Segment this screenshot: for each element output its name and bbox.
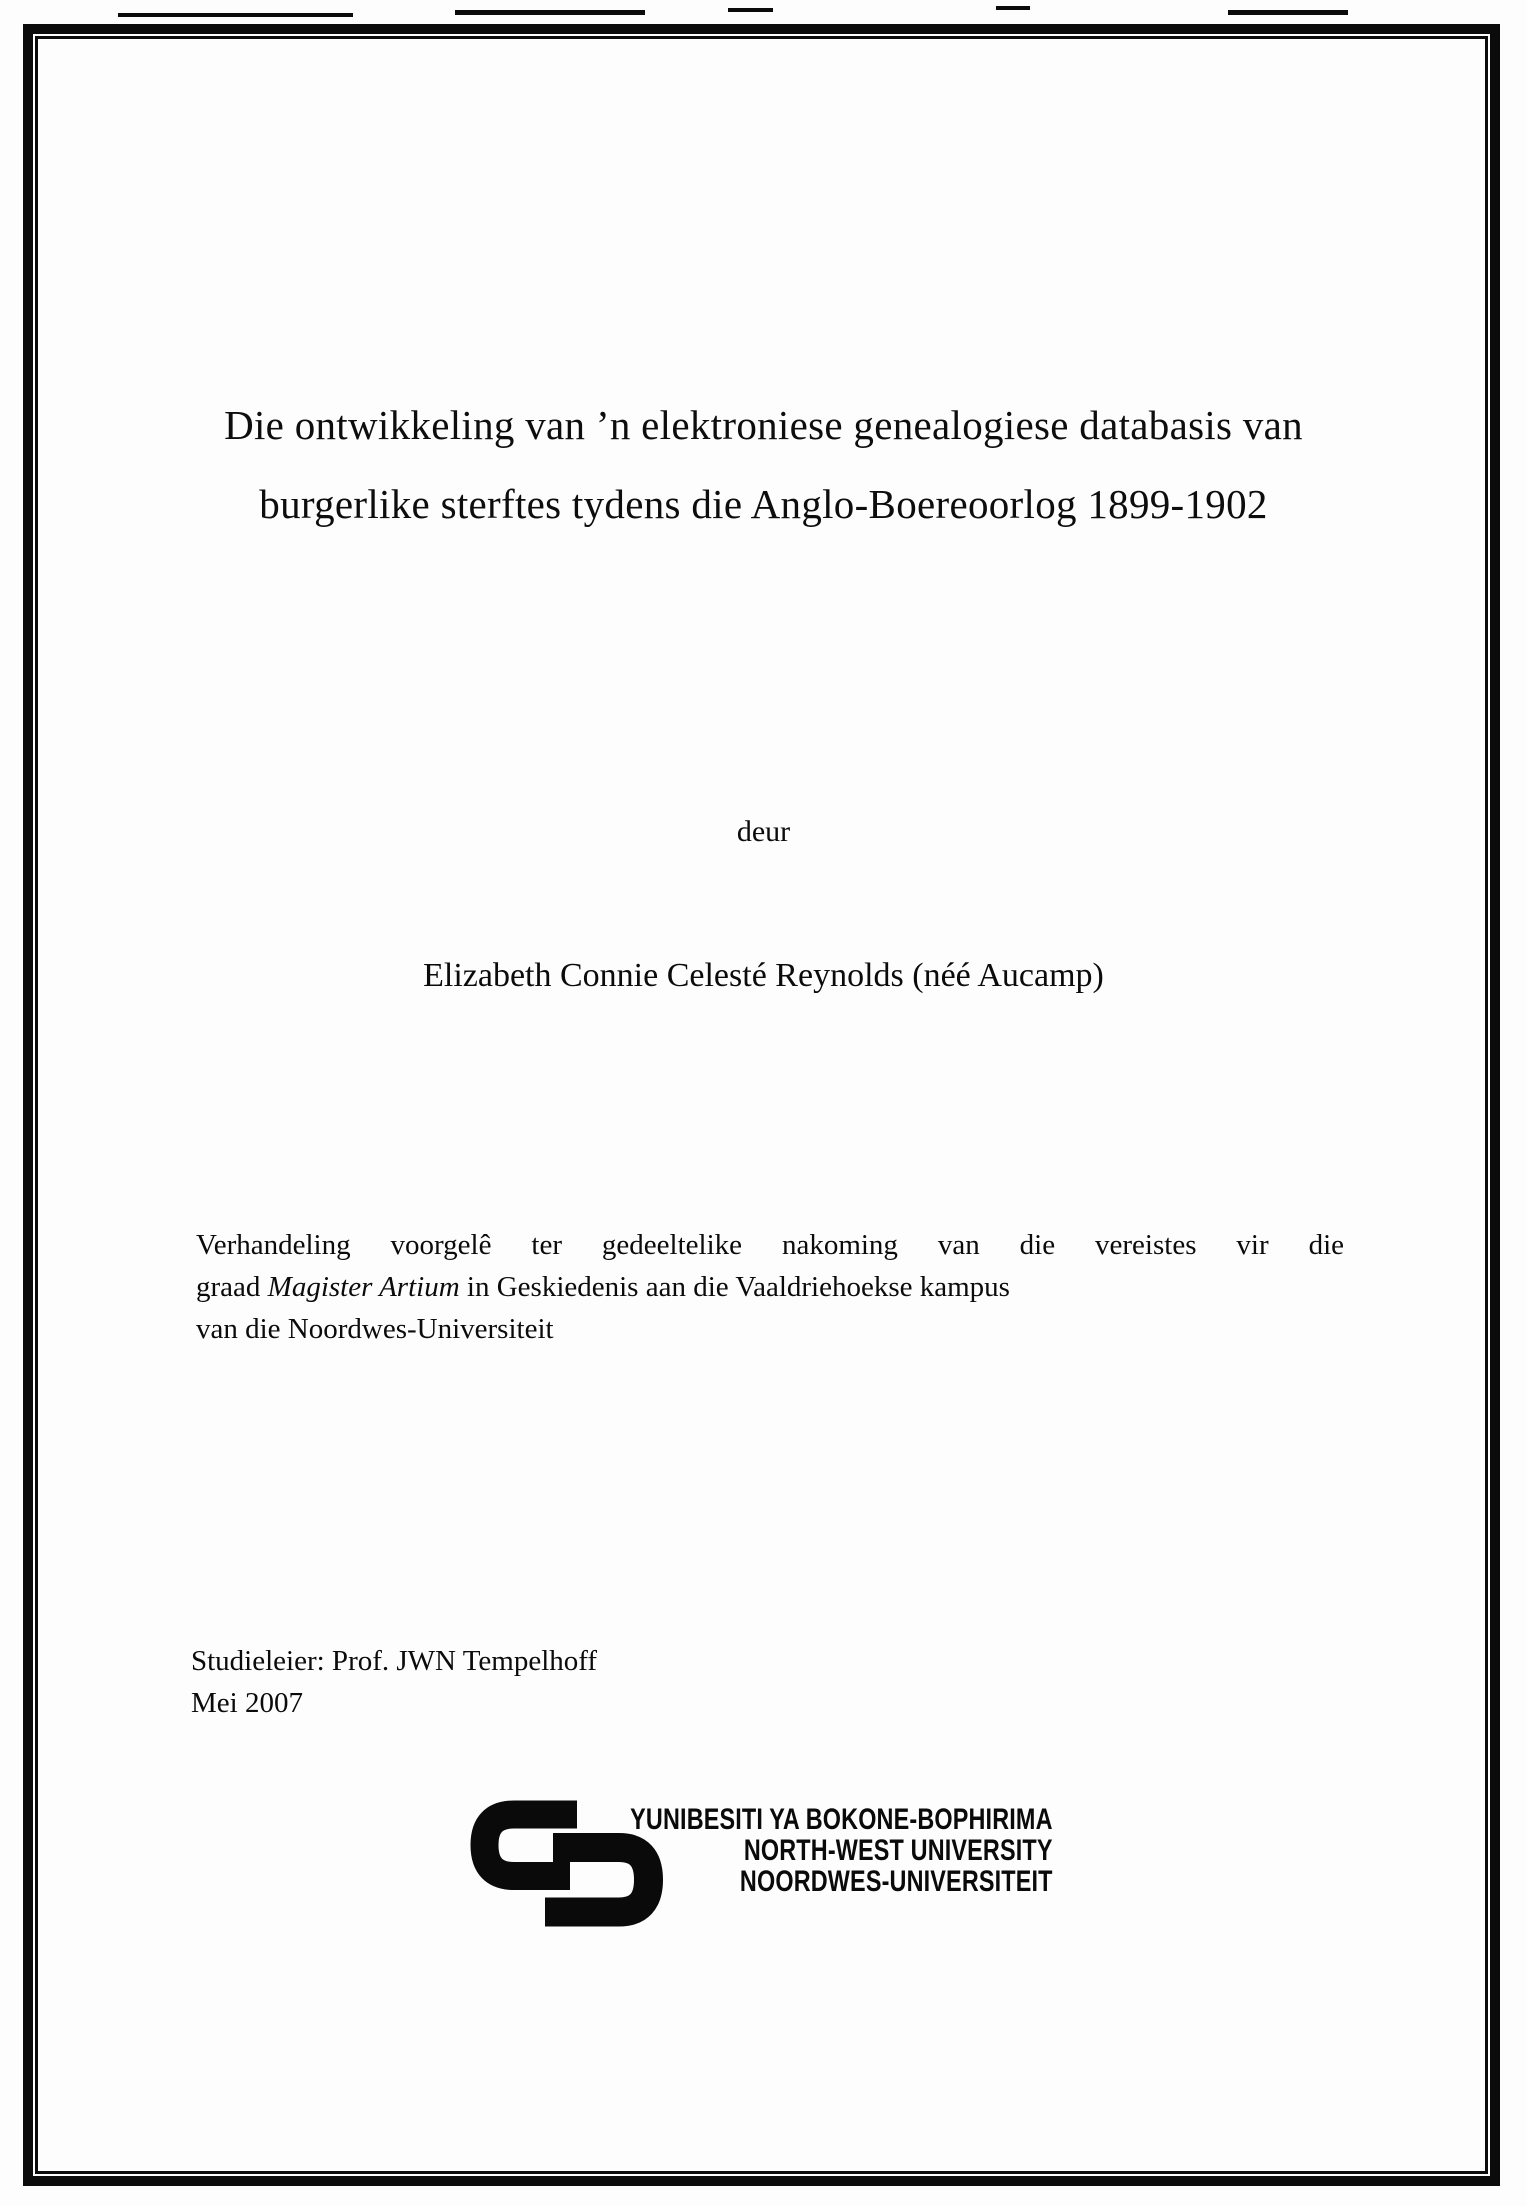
scan-artifact xyxy=(728,8,773,12)
scan-artifact xyxy=(1228,10,1348,15)
degree-name-italic: Magister Artium xyxy=(267,1271,460,1303)
author-name: Elizabeth Connie Celesté Reynolds (néé Aucamp) xyxy=(423,957,1104,994)
nwu-logo-line3: NOORDWES-UNIVERSITEIT xyxy=(740,1865,1053,1898)
date-line: Mei 2007 xyxy=(191,1687,303,1719)
degree-statement-line2 xyxy=(196,1266,1344,1308)
degree-statement xyxy=(196,1224,1344,1350)
byline-label: deur xyxy=(736,815,791,848)
degree-statement-line3: van die Noordwes-Universiteit xyxy=(196,1313,554,1345)
thesis-title-line1: Die ontwikkeling van ’n elektroniese genealogiese databasis van xyxy=(224,402,1303,448)
nwu-logo-line2: NORTH-WEST UNIVERSITY xyxy=(744,1834,1053,1867)
supervisor-line: Studieleier: Prof. JWN Tempelhoff xyxy=(191,1645,598,1677)
degree-statement-line2-suffix: in Geskiedenis aan die Vaaldriehoekse kampus xyxy=(459,1271,1010,1303)
degree-statement-line2-prefix: graad xyxy=(196,1271,268,1303)
nwu-logo-line1: YUNIBESITI YA BOKONE-BOPHIRIMA xyxy=(630,1803,1053,1836)
scan-artifact xyxy=(118,13,353,17)
nwu-logo xyxy=(468,1797,1053,1933)
thesis-title xyxy=(100,386,1427,544)
nwu-logo-text xyxy=(631,1804,1053,1897)
thesis-title-line2: burgerlike sterftes tydens die Anglo-Boereoorlog 1899-1902 xyxy=(259,481,1268,527)
scan-artifact xyxy=(455,10,645,15)
supervisor-block xyxy=(191,1640,597,1724)
degree-statement-line1: Verhandeling voorgelê ter gedeeltelike nakoming van die vereistes vir die xyxy=(196,1229,1344,1261)
scan-artifact xyxy=(996,6,1030,10)
